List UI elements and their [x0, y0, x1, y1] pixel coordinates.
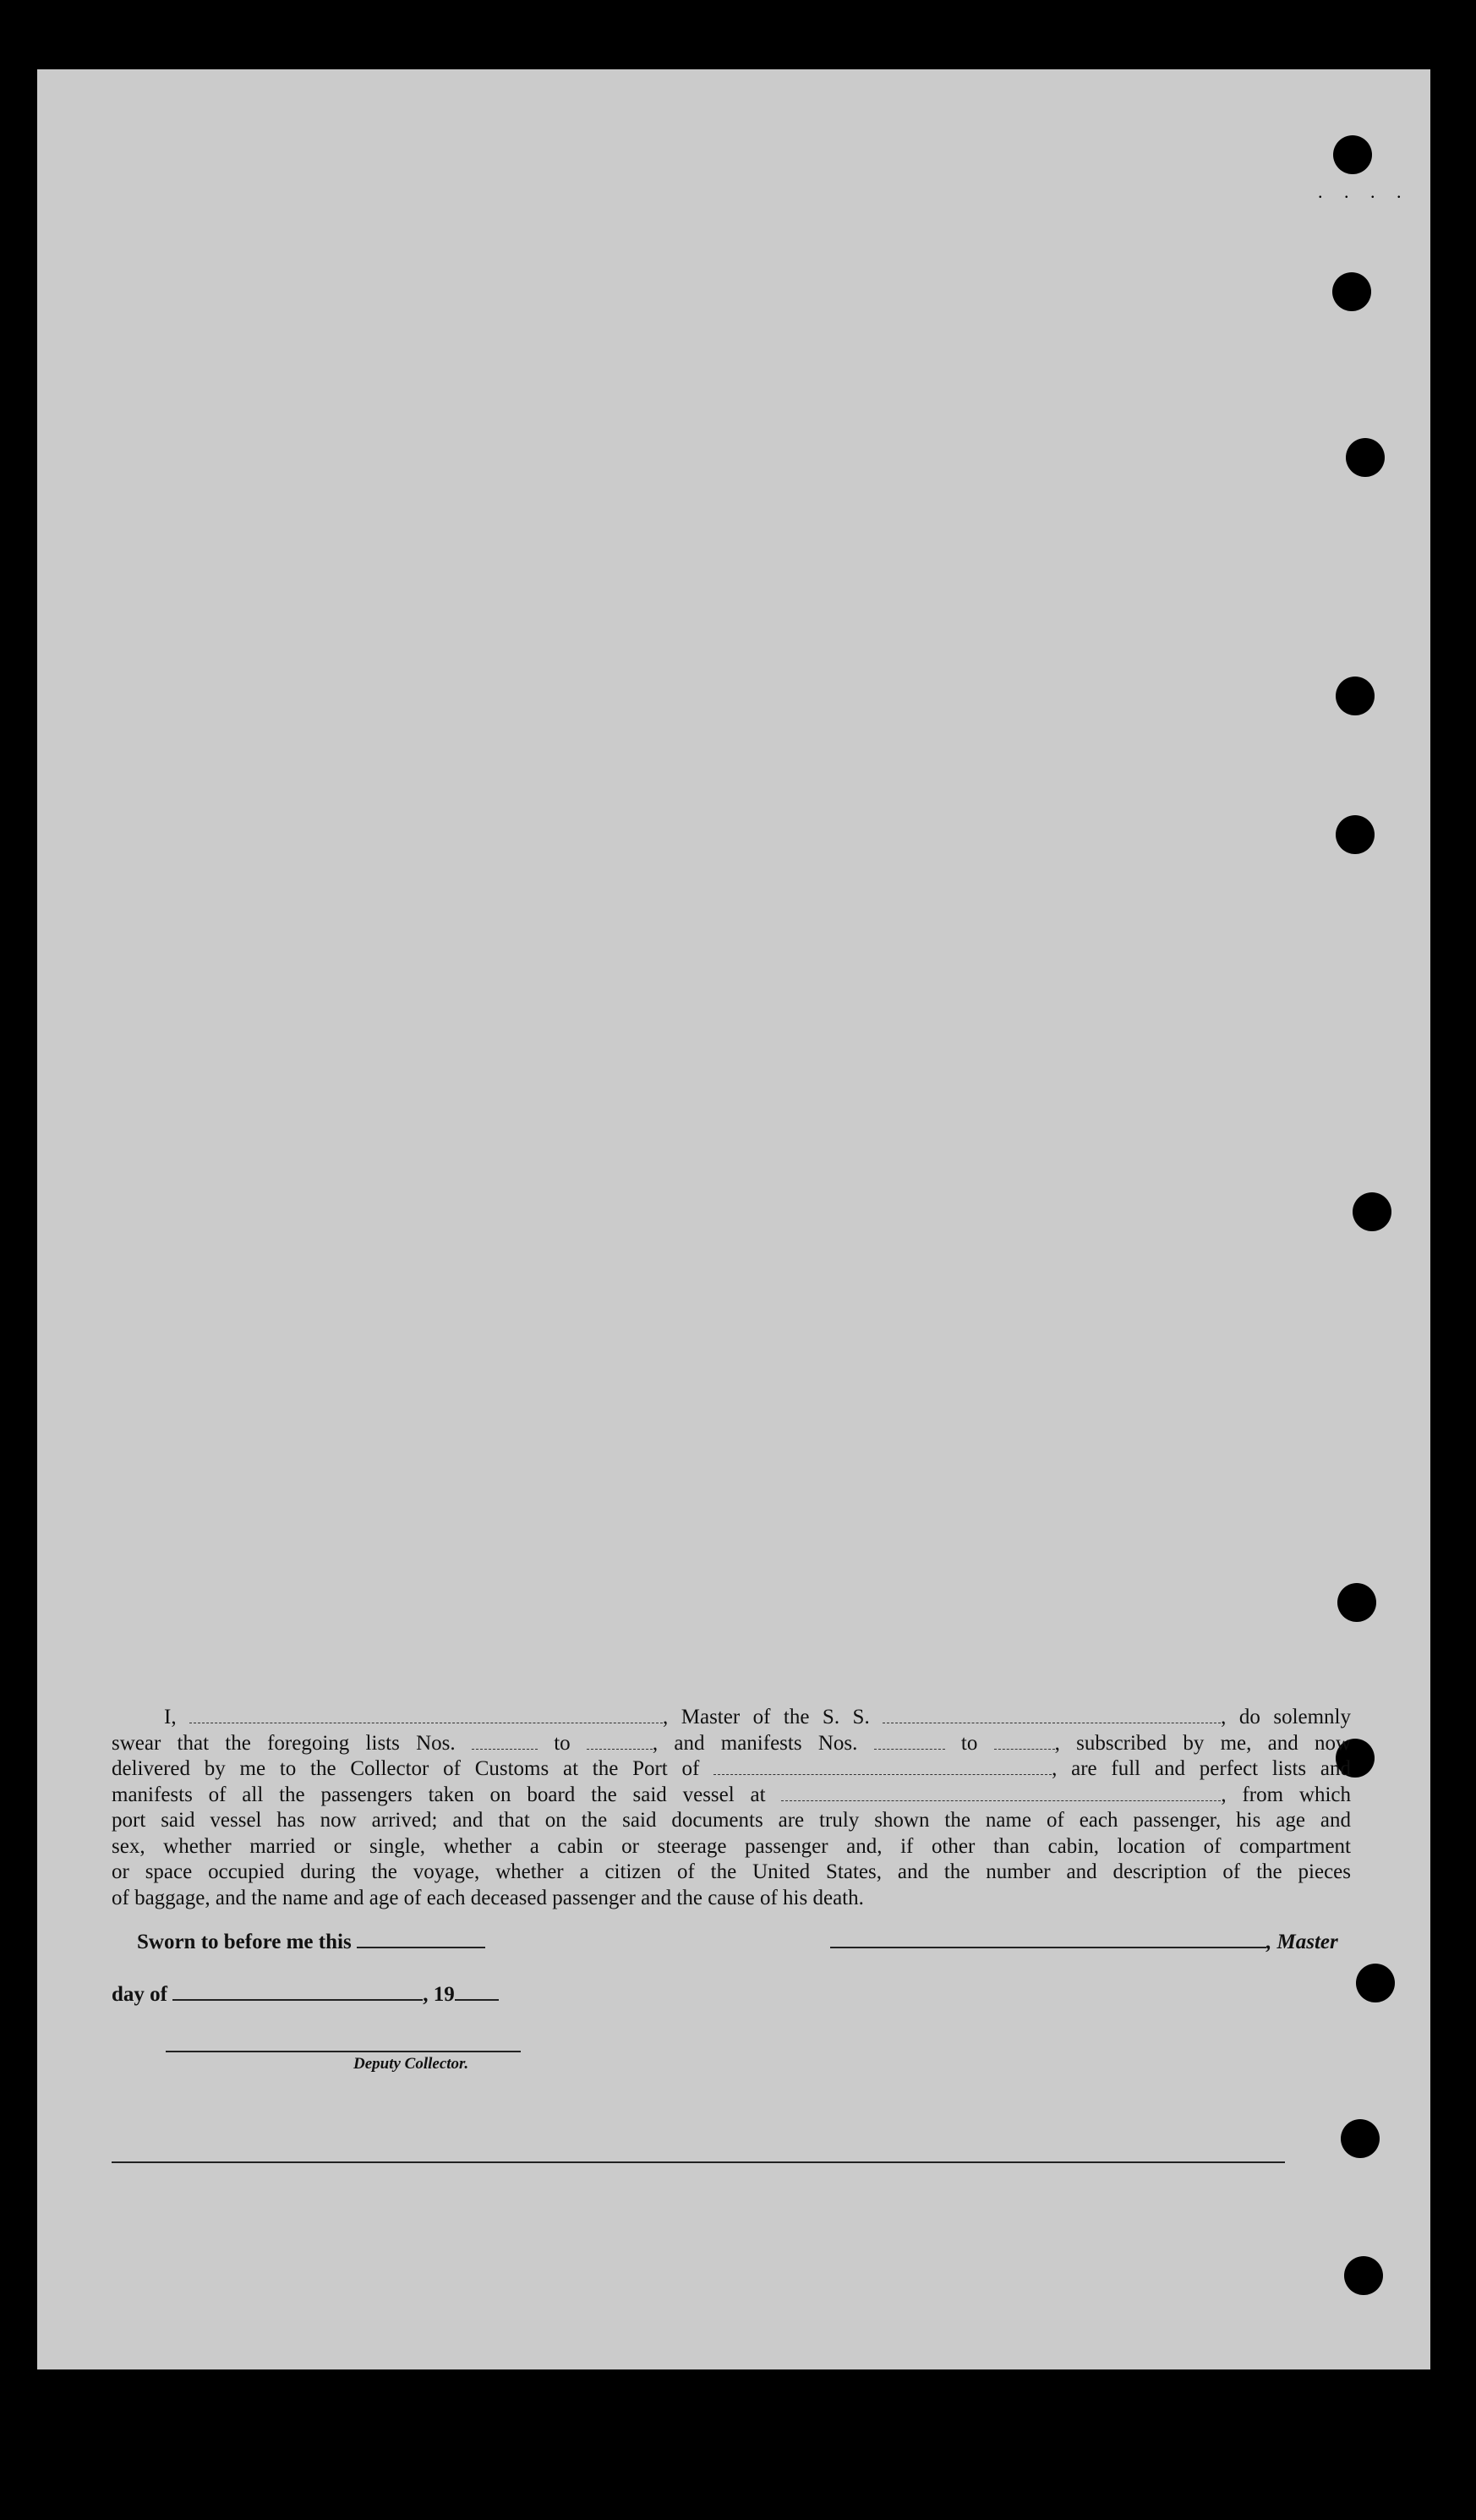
- oath-line-7: or space occupied during the voyage, whether a citizen of the United States, and the number and description of the pieces: [112, 1860, 1351, 1883]
- manifests-from-field[interactable]: [874, 1732, 945, 1750]
- master-label: , Master: [1266, 1931, 1338, 1953]
- oath-line-4: manifests of all the passengers taken on board the said vessel at , from which: [112, 1783, 1352, 1806]
- punch-hole-icon: [1332, 272, 1371, 311]
- ship-name-field[interactable]: [883, 1706, 1221, 1723]
- corner-dots: . . . .: [1318, 181, 1410, 202]
- punch-hole-icon: [1356, 1964, 1395, 2002]
- sworn-row: [137, 1930, 485, 1954]
- manifest-page: [37, 69, 1430, 2369]
- sworn-label: Sworn to before me this: [137, 1931, 352, 1953]
- master-name-field[interactable]: [189, 1706, 663, 1723]
- day-of-label: day of: [112, 1983, 167, 2006]
- punch-hole-icon: [1344, 2256, 1383, 2295]
- lists-from-field[interactable]: [472, 1732, 538, 1750]
- punch-hole-icon: [1336, 677, 1375, 715]
- year-label: , 19: [423, 1983, 455, 2006]
- year-field[interactable]: [455, 1982, 499, 2001]
- sworn-date-field[interactable]: [357, 1930, 485, 1948]
- oath-line-1: I, , Master of the S. S. , do solemnly: [164, 1706, 1352, 1728]
- oath-line-5: port said vessel has now arrived; and that on the said documents are truly shown the name of each passenger, his age and: [112, 1809, 1351, 1832]
- punch-hole-icon: [1333, 135, 1372, 174]
- punch-hole-icon: [1346, 438, 1385, 477]
- master-signature-row: [830, 1930, 1338, 1954]
- month-field[interactable]: [172, 1982, 423, 2001]
- punch-hole-icon: [1341, 2119, 1380, 2158]
- master-signature-field[interactable]: [830, 1930, 1266, 1948]
- departure-port-field[interactable]: [781, 1783, 1221, 1801]
- deputy-signature-field[interactable]: [166, 2051, 521, 2052]
- punch-hole-icon: [1336, 815, 1375, 854]
- oath-line-2: swear that the foregoing lists Nos. to , and manifests Nos. to , subscribed by me, and now: [112, 1731, 1352, 1755]
- deputy-collector-label: Deputy Collector.: [353, 2055, 469, 2073]
- bottom-rule: [112, 2161, 1285, 2163]
- masters-oath: [112, 1705, 1351, 1911]
- punch-hole-icon: [1353, 1192, 1391, 1231]
- punch-hole-icon: [1337, 1583, 1376, 1622]
- day-of-row: [112, 1982, 499, 2007]
- oath-line-6: sex, whether married or single, whether a cabin or steerage passenger and, if other than cabin, location of compartment: [112, 1834, 1351, 1858]
- port-field[interactable]: [713, 1757, 1052, 1775]
- lists-to-field[interactable]: [587, 1732, 653, 1750]
- oath-line-8: of baggage, and the name and age of each deceased passenger and the cause of his death.: [112, 1886, 864, 1909]
- oath-line-3: delivered by me to the Collector of Customs at the Port of , are full and perfect lists and: [112, 1757, 1352, 1780]
- manifests-to-field[interactable]: [994, 1732, 1055, 1750]
